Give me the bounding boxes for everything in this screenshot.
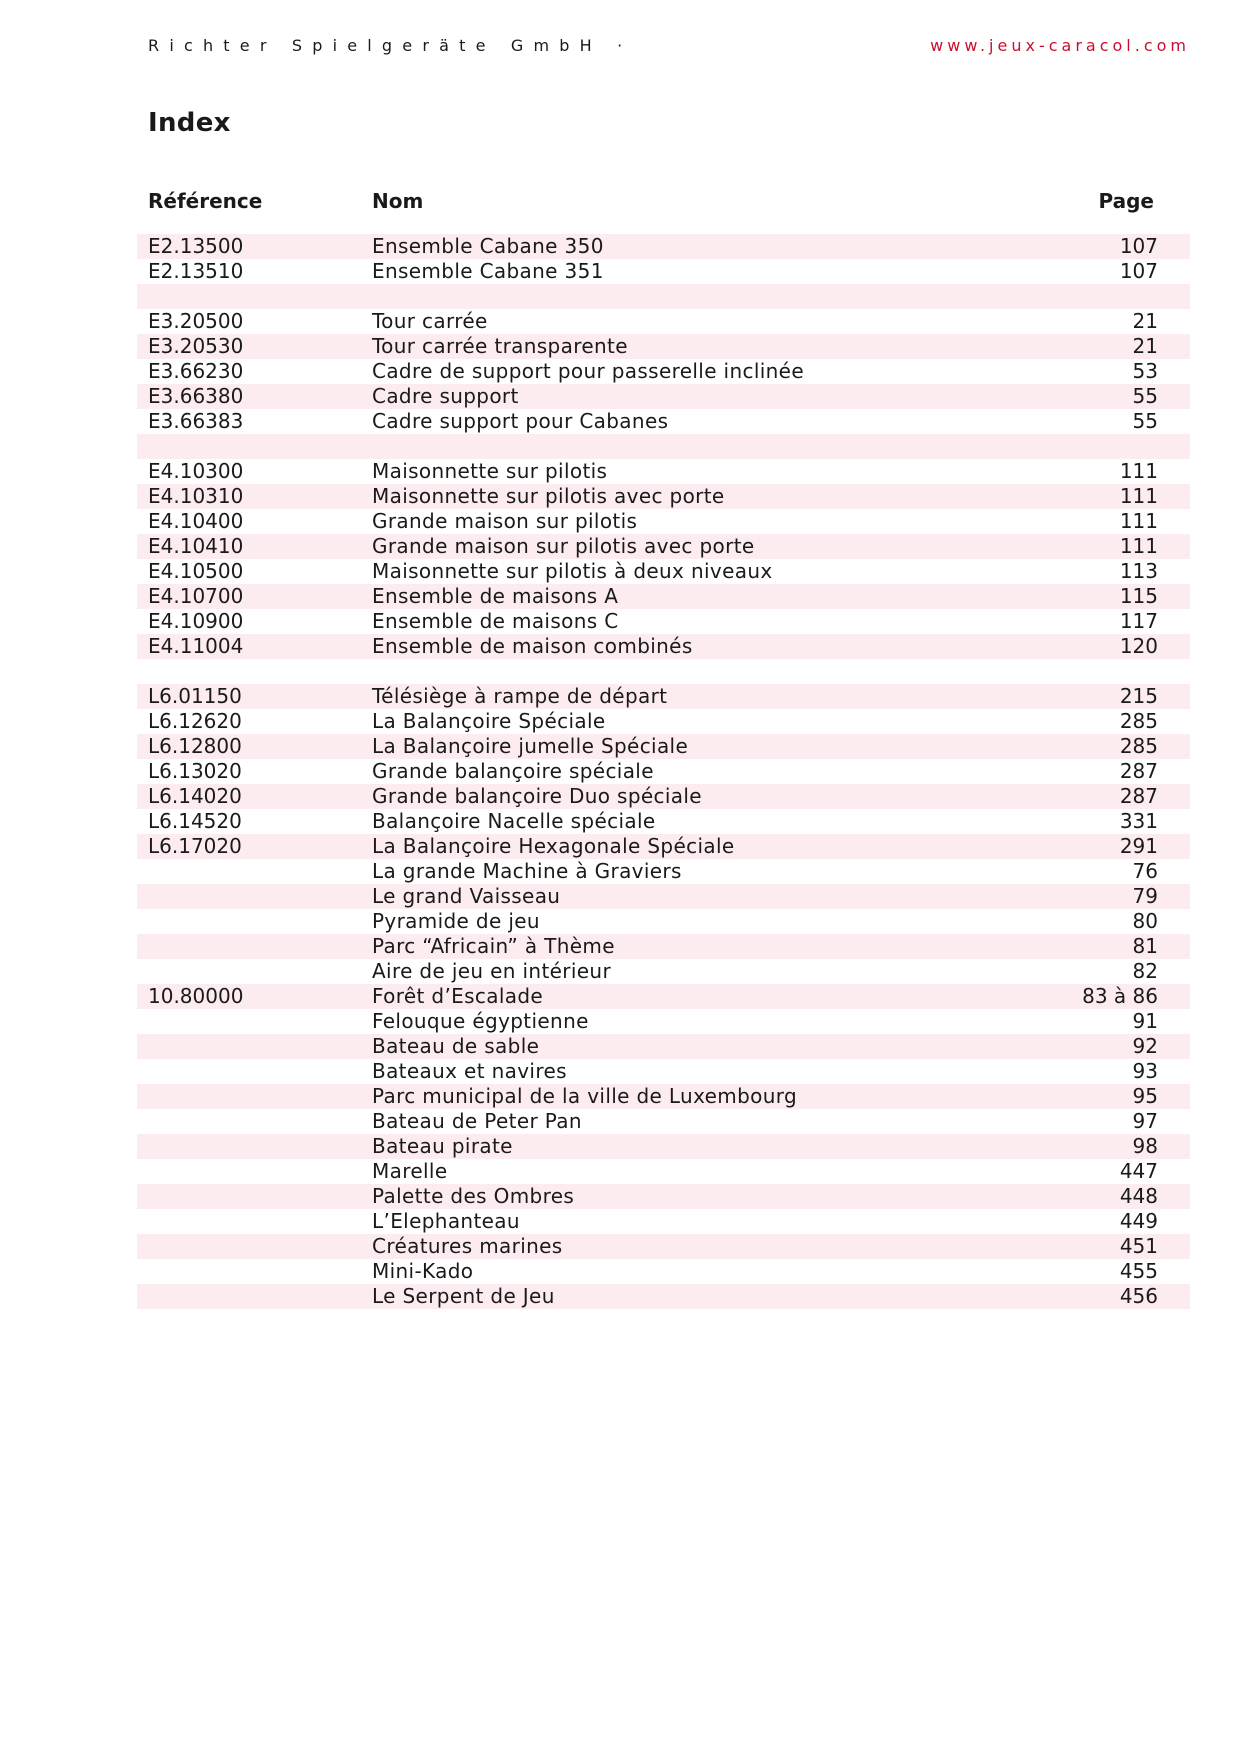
page-cell: 82 [1132, 959, 1158, 983]
table-row [137, 659, 1190, 684]
column-header-reference: Référence [148, 189, 263, 213]
reference-cell: E4.10400 [148, 509, 244, 533]
page-cell: 111 [1119, 534, 1158, 558]
table-row [137, 1234, 1190, 1259]
name-cell: Cadre support pour Cabanes [372, 409, 669, 433]
table-row [137, 834, 1190, 859]
reference-cell: L6.01150 [148, 684, 242, 708]
name-cell: Bateau de sable [372, 1034, 540, 1058]
reference-cell: E4.10300 [148, 459, 244, 483]
page-cell: 111 [1119, 509, 1158, 533]
name-cell: Bateau pirate [372, 1134, 513, 1158]
name-cell: Parc municipal de la ville de Luxembourg [372, 1084, 798, 1108]
table-row [137, 234, 1190, 259]
page-cell: 80 [1132, 909, 1158, 933]
name-cell: Bateau de Peter Pan [372, 1109, 582, 1133]
reference-cell: E4.10900 [148, 609, 244, 633]
page-cell: 287 [1119, 759, 1158, 783]
name-cell: Grande maison sur pilotis avec porte [372, 534, 755, 558]
page-cell: 55 [1132, 384, 1158, 408]
name-cell: L’Elephanteau [372, 1209, 520, 1233]
column-header-page: Page [1098, 189, 1154, 213]
reference-cell: L6.12800 [148, 734, 242, 758]
table-row [137, 884, 1190, 909]
table-row [137, 759, 1190, 784]
name-cell: Cadre support [372, 384, 519, 408]
name-cell: Mini-Kado [372, 1259, 474, 1283]
reference-cell: E3.20500 [148, 309, 244, 333]
page-cell: 79 [1132, 884, 1158, 908]
name-cell: Le grand Vaisseau [372, 884, 561, 908]
page-cell: 92 [1132, 1034, 1158, 1058]
reference-cell: L6.12620 [148, 709, 242, 733]
reference-cell: L6.14020 [148, 784, 242, 808]
index-table [137, 234, 1190, 1309]
table-row [137, 409, 1190, 434]
table-row [137, 1134, 1190, 1159]
reference-cell: E3.66383 [148, 409, 244, 433]
website-url: www.jeux-caracol.com [930, 36, 1190, 55]
page-cell: 98 [1132, 1134, 1158, 1158]
page-cell: 287 [1119, 784, 1158, 808]
reference-cell: E4.10310 [148, 484, 244, 508]
name-cell: Ensemble de maisons C [372, 609, 619, 633]
table-row [137, 959, 1190, 984]
page-cell: 449 [1119, 1209, 1158, 1233]
name-cell: Maisonnette sur pilotis à deux niveaux [372, 559, 773, 583]
page-cell: 456 [1119, 1284, 1158, 1308]
name-cell: Tour carrée [372, 309, 488, 333]
reference-cell: 10.80000 [148, 984, 244, 1008]
table-row [137, 284, 1190, 309]
table-row [137, 934, 1190, 959]
name-cell: La Balançoire Spéciale [372, 709, 606, 733]
page-cell: 53 [1132, 359, 1158, 383]
table-row [137, 809, 1190, 834]
name-cell: Créatures marines [372, 1234, 563, 1258]
table-row [137, 709, 1190, 734]
page-cell: 215 [1119, 684, 1158, 708]
page-cell: 291 [1119, 834, 1158, 858]
page-cell: 111 [1119, 459, 1158, 483]
page-cell: 21 [1132, 309, 1158, 333]
name-cell: Maisonnette sur pilotis [372, 459, 608, 483]
reference-cell: E3.66380 [148, 384, 244, 408]
page-cell: 55 [1132, 409, 1158, 433]
name-cell: La Balançoire Hexagonale Spéciale [372, 834, 735, 858]
name-cell: Grande maison sur pilotis [372, 509, 638, 533]
table-row [137, 1209, 1190, 1234]
company-name: Richter Spielgeräte GmbH · [148, 36, 633, 55]
table-row [137, 1059, 1190, 1084]
name-cell: Grande balançoire Duo spéciale [372, 784, 702, 808]
table-row [137, 259, 1190, 284]
table-row [137, 534, 1190, 559]
table-row [137, 334, 1190, 359]
name-cell: Grande balançoire spéciale [372, 759, 654, 783]
table-row [137, 584, 1190, 609]
reference-cell: L6.17020 [148, 834, 242, 858]
page-cell: 455 [1119, 1259, 1158, 1283]
table-row [137, 1034, 1190, 1059]
reference-cell: E3.20530 [148, 334, 244, 358]
table-row [137, 734, 1190, 759]
reference-cell: L6.13020 [148, 759, 242, 783]
table-row [137, 1159, 1190, 1184]
table-row [137, 359, 1190, 384]
page-cell: 285 [1119, 734, 1158, 758]
name-cell: Forêt d’Escalade [372, 984, 544, 1008]
page-title: Index [148, 108, 231, 138]
table-row [137, 984, 1190, 1009]
name-cell: Pyramide de jeu [372, 909, 540, 933]
page-cell: 451 [1119, 1234, 1158, 1258]
name-cell: Maisonnette sur pilotis avec porte [372, 484, 725, 508]
page-cell: 111 [1119, 484, 1158, 508]
name-cell: Ensemble de maison combinés [372, 634, 693, 658]
table-row [137, 859, 1190, 884]
table-row [137, 484, 1190, 509]
name-cell: Tour carrée transparente [372, 334, 628, 358]
name-cell: Le Serpent de Jeu [372, 1284, 555, 1308]
page-cell: 107 [1119, 234, 1158, 258]
page-cell: 285 [1119, 709, 1158, 733]
reference-cell: E4.10410 [148, 534, 244, 558]
page-cell: 91 [1132, 1009, 1158, 1033]
page-cell: 113 [1119, 559, 1158, 583]
page-cell: 331 [1119, 809, 1158, 833]
table-row [137, 1009, 1190, 1034]
name-cell: Ensemble Cabane 351 [372, 259, 604, 283]
name-cell: Palette des Ombres [372, 1184, 575, 1208]
page-cell: 115 [1119, 584, 1158, 608]
reference-cell: E4.11004 [148, 634, 244, 658]
name-cell: Cadre de support pour passerelle inclinée [372, 359, 804, 383]
table-row [137, 1284, 1190, 1309]
table-row [137, 1109, 1190, 1134]
name-cell: Ensemble de maisons A [372, 584, 619, 608]
table-row [137, 634, 1190, 659]
table-row [137, 384, 1190, 409]
page-cell: 448 [1119, 1184, 1158, 1208]
name-cell: Télésiège à rampe de départ [372, 684, 668, 708]
page-cell: 95 [1132, 1084, 1158, 1108]
reference-cell: E2.13500 [148, 234, 244, 258]
page-cell: 107 [1119, 259, 1158, 283]
table-row [137, 309, 1190, 334]
table-row [137, 1259, 1190, 1284]
page-cell: 21 [1132, 334, 1158, 358]
name-cell: La grande Machine à Graviers [372, 859, 682, 883]
reference-cell: E2.13510 [148, 259, 244, 283]
page-cell: 93 [1132, 1059, 1158, 1083]
reference-cell: E3.66230 [148, 359, 244, 383]
name-cell: Parc “Africain” à Thème [372, 934, 615, 958]
page-cell: 120 [1119, 634, 1158, 658]
reference-cell: E4.10500 [148, 559, 244, 583]
table-row [137, 684, 1190, 709]
table-row [137, 609, 1190, 634]
page-cell: 81 [1132, 934, 1158, 958]
name-cell: Aire de jeu en intérieur [372, 959, 612, 983]
table-row [137, 459, 1190, 484]
page-cell: 76 [1132, 859, 1158, 883]
table-row [137, 784, 1190, 809]
reference-cell: L6.14520 [148, 809, 242, 833]
reference-cell: E4.10700 [148, 584, 244, 608]
name-cell: Felouque égyptienne [372, 1009, 589, 1033]
column-header-name: Nom [372, 189, 424, 213]
name-cell: Marelle [372, 1159, 448, 1183]
name-cell: Bateaux et navires [372, 1059, 567, 1083]
page-cell: 117 [1119, 609, 1158, 633]
name-cell: La Balançoire jumelle Spéciale [372, 734, 689, 758]
page-header [148, 36, 1190, 62]
table-row [137, 1184, 1190, 1209]
name-cell: Balançoire Nacelle spéciale [372, 809, 656, 833]
table-row [137, 1084, 1190, 1109]
table-row [137, 434, 1190, 459]
table-row [137, 559, 1190, 584]
page-cell: 97 [1132, 1109, 1158, 1133]
table-row [137, 909, 1190, 934]
table-row [137, 509, 1190, 534]
name-cell: Ensemble Cabane 350 [372, 234, 604, 258]
page-cell: 83 à 86 [1082, 984, 1158, 1008]
page-cell: 447 [1119, 1159, 1158, 1183]
